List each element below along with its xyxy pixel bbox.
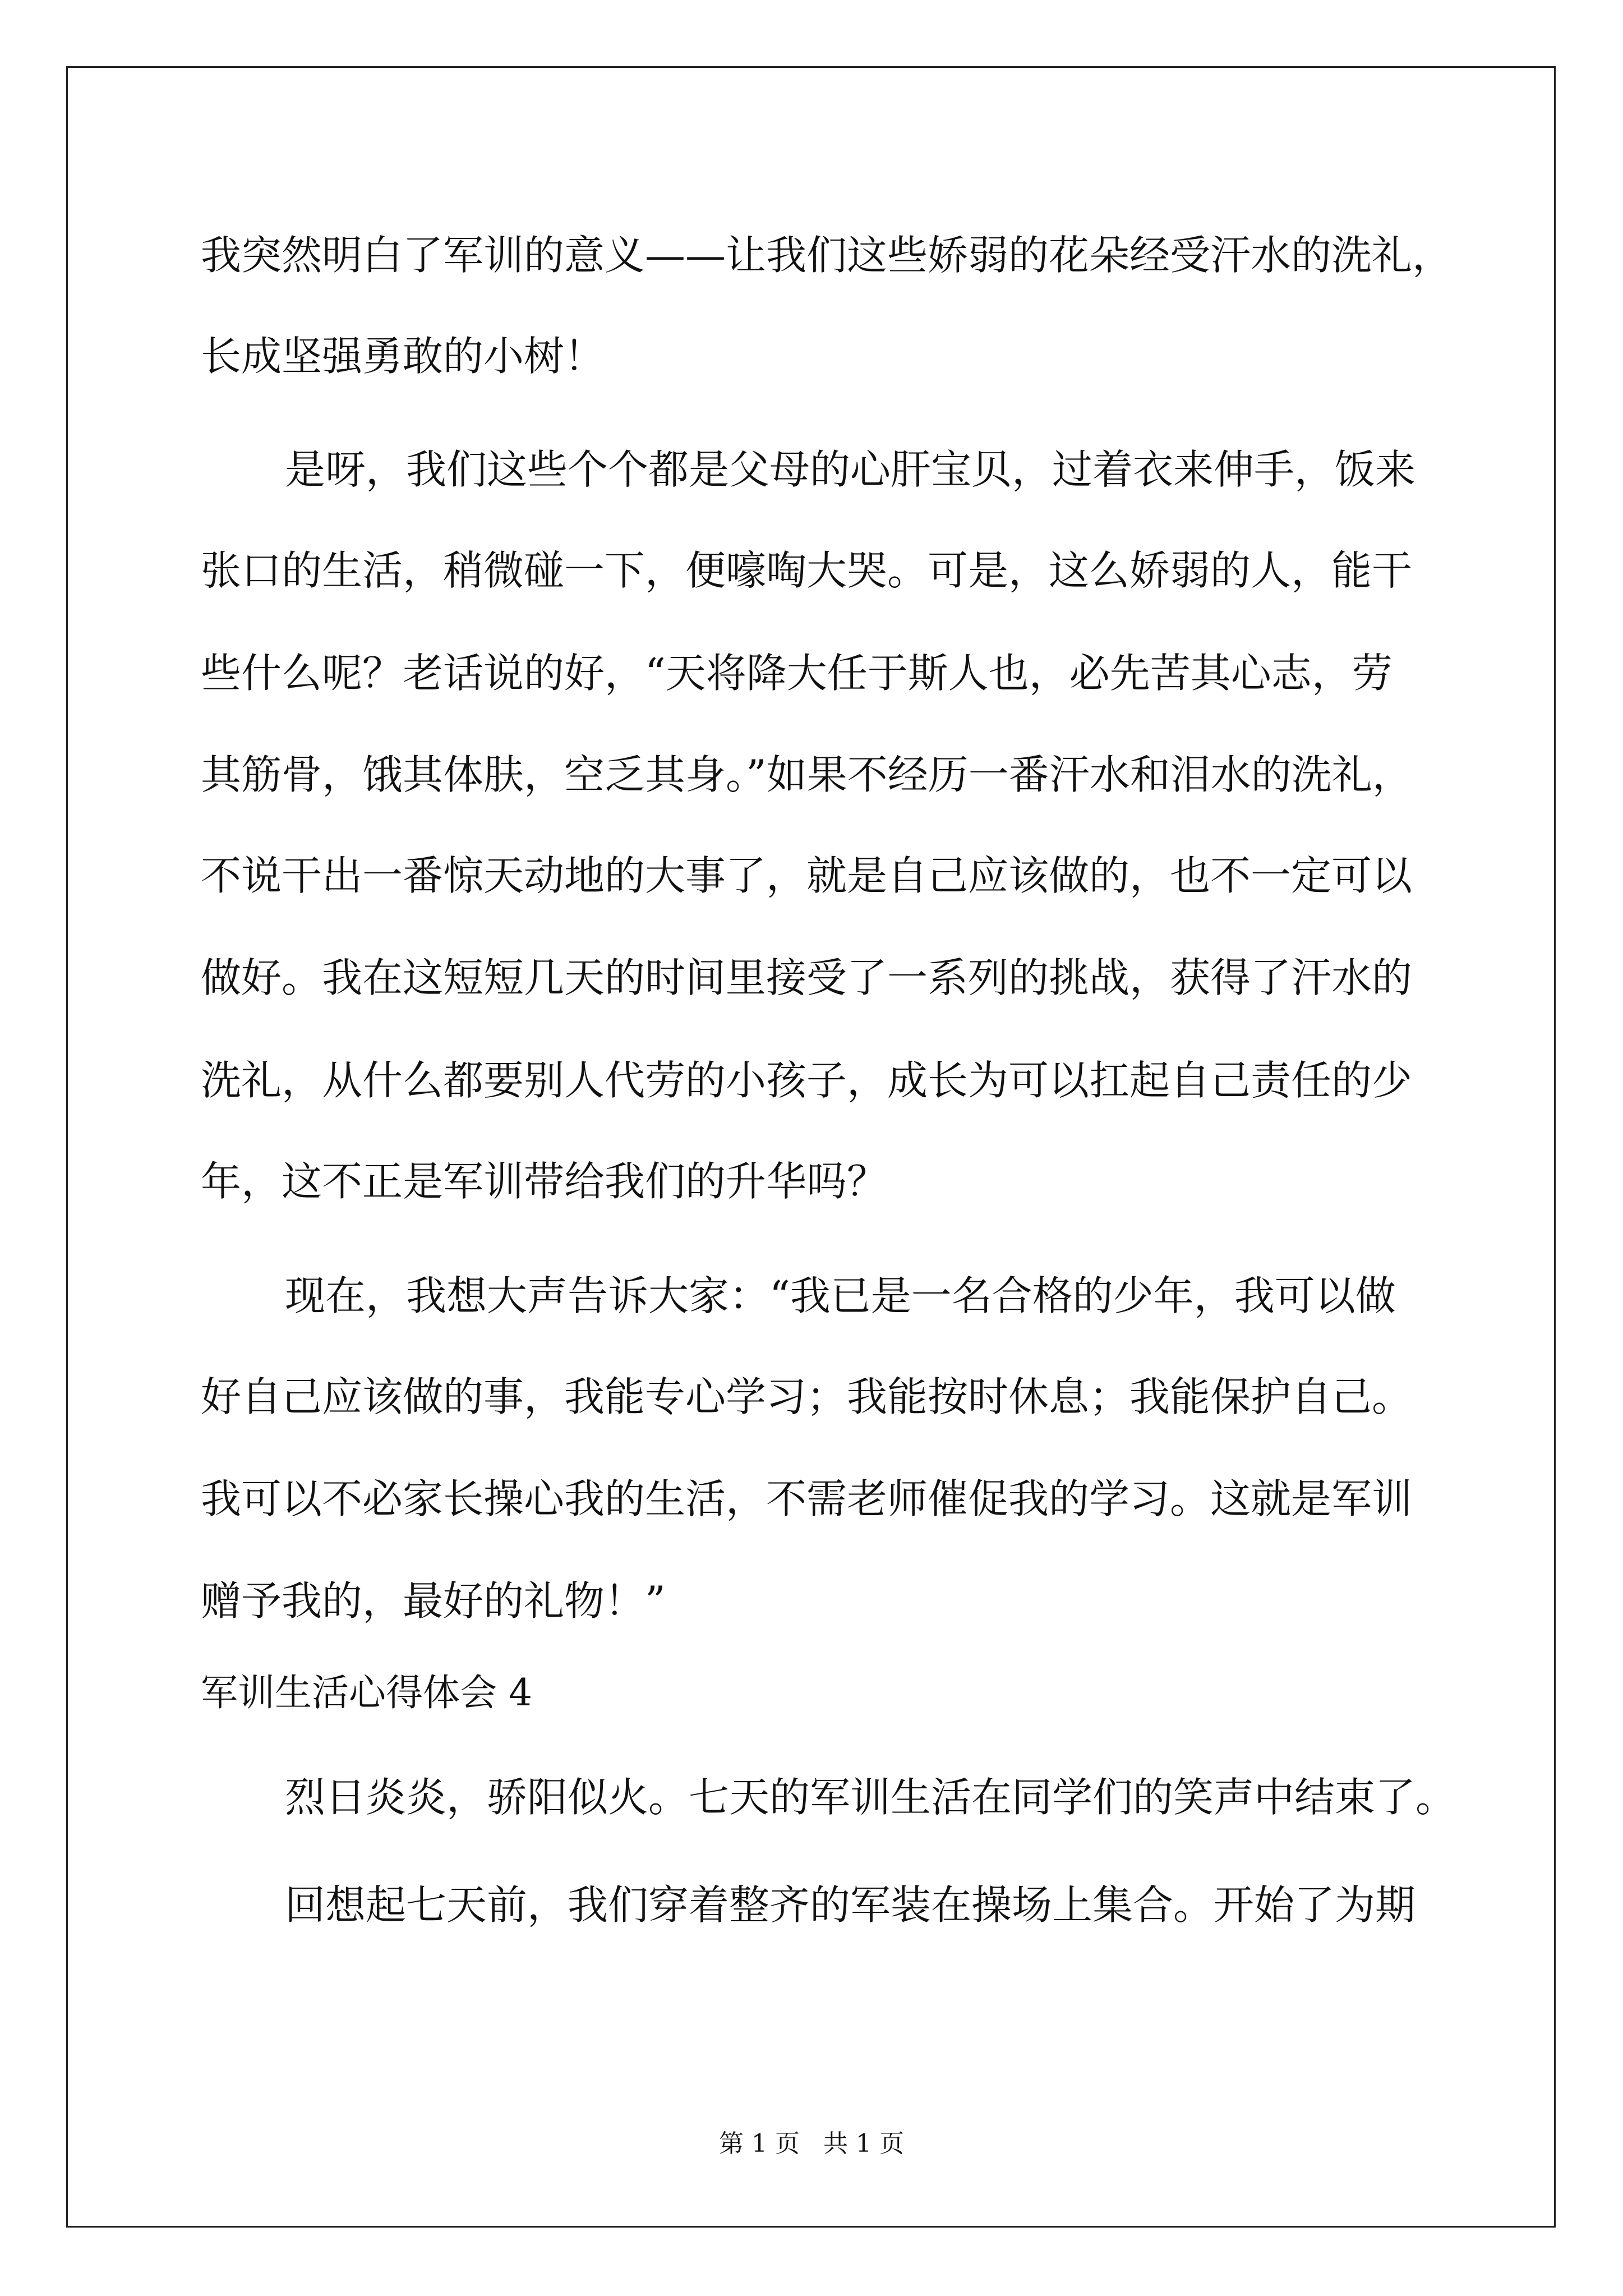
paragraph-line: 做好。我在这短短几天的时间里接受了一系列的挑战，获得了汗水的 — [201, 954, 1413, 1001]
paragraph-line: 我突然明白了军训的意义——让我们这些娇弱的花朵经受汗水的洗礼， — [201, 232, 1453, 279]
paragraph-line: 是呀，我们这些个个都是父母的心肝宝贝，过着衣来伸手，饭来 — [285, 446, 1416, 493]
paragraph-line: 好自己应该做的事，我能专心学习；我能按时休息；我能保护自己。 — [201, 1373, 1413, 1420]
paragraph-line: 些什么呢？老话说的好，“天将降大任于斯人也，必先苦其心志，劳 — [201, 650, 1393, 697]
paragraph-line: 烈日炎炎，骄阳似火。七天的军训生活在同学们的笑声中结束了。 — [285, 1774, 1456, 1821]
paragraph-line: 张口的生活，稍微碰一下，便嚎啕大哭。可是，这么娇弱的人，能干 — [201, 547, 1413, 594]
paragraph-line: 我可以不必家长操心我的生活，不需老师催促我的学习。这就是军训 — [201, 1475, 1413, 1522]
paragraph-line: 其筋骨，饿其体肤，空乏其身。”如果不经历一番汗水和泪水的洗礼， — [201, 751, 1413, 798]
paragraph-line: 年，这不正是军训带给我们的升华吗？ — [201, 1158, 888, 1205]
page-number-footer: 第 1 页 共 1 页 — [719, 2129, 904, 2158]
paragraph-line: 回想起七天前，我们穿着整齐的军装在操场上集合。开始了为期 — [285, 1881, 1416, 1929]
paragraph-line: 赠予我的，最好的礼物！” — [201, 1577, 666, 1625]
paragraph-line: 长成坚强勇敢的小树！ — [201, 333, 605, 380]
section-heading: 军训生活心得体会 4 — [201, 1671, 532, 1714]
paragraph-line: 现在，我想大声告诉大家：“我已是一名合格的少年，我可以做 — [285, 1272, 1396, 1319]
paragraph-line: 洗礼，从什么都要别人代劳的小孩子，成长为可以扛起自己责任的少 — [201, 1057, 1413, 1104]
paragraph-line: 不说干出一番惊天动地的大事了，就是自己应该做的，也不一定可以 — [201, 852, 1413, 899]
